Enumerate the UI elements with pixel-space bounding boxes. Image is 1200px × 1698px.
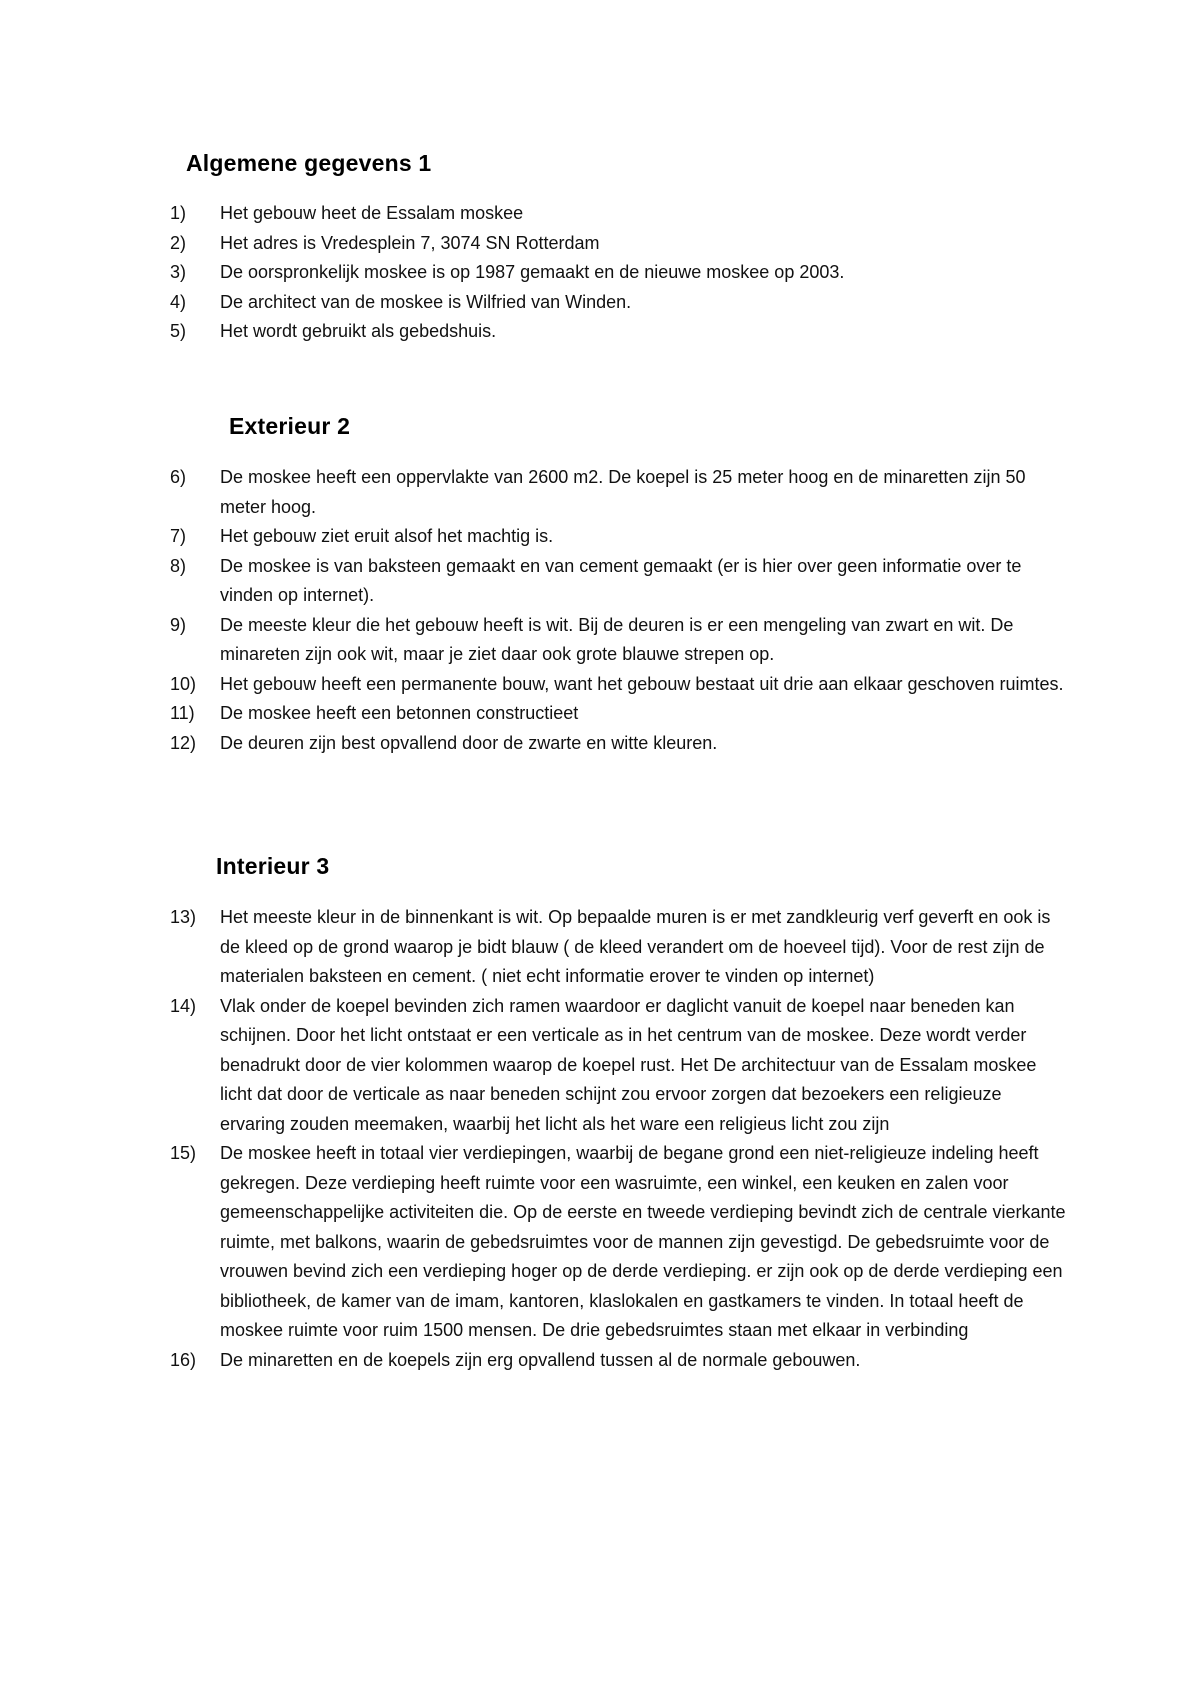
list-item xyxy=(170,903,1070,992)
item-list-exterieur xyxy=(170,463,1070,758)
item-number: 5) xyxy=(170,321,187,341)
section-heading-exterieur: Exterieur 2 xyxy=(229,413,351,439)
item-text: Het meeste kleur in de binnenkant is wit. Op bepaalde muren is er met zandkleurig verf geverft en ook is de kleed op de grond waarop je bidt blauw ( de kleed verandert om de hoeveel tijd). Voor de rest zijn de materialen baksteen en cement. ( niet echt informatie erover te vinden op internet) xyxy=(220,907,1051,986)
item-number: 14) xyxy=(170,995,197,1016)
item-text: De oorspronkelijk moskee is op 1987 gemaakt en de nieuwe moskee op 2003. xyxy=(220,262,845,282)
item-number: 7) xyxy=(170,526,187,546)
item-number: 2) xyxy=(170,232,187,253)
list-item xyxy=(170,670,1070,700)
item-text: Het gebouw heet de Essalam moskee xyxy=(220,203,524,223)
item-text: De moskee heeft een oppervlakte van 2600 m2. De koepel is 25 meter hoog en de minaretten zijn 50 meter hoog. xyxy=(220,467,1026,517)
section-heading-algemene-gegevens: Algemene gegevens 1 xyxy=(186,150,432,176)
list-item xyxy=(170,288,1070,318)
item-text: Het wordt gebruikt als gebedshuis. xyxy=(220,321,497,341)
item-number: 6) xyxy=(170,467,187,487)
list-item xyxy=(170,199,1070,229)
item-text: Vlak onder de koepel bevinden zich ramen waardoor er daglicht vanuit de koepel naar beneden kan schijnen. Door het licht ontstaat er een verticale as in het centrum van de moskee. Deze wordt verder benadrukt door de vier kolommen waarop de koepel rust. Het De architectuur van de Essalam moskee licht dat door de verticale as naar beneden schijnt zou ervoor zorgen dat bezoekers een religieuze ervaring zouden meemaken, waarbij het licht als het ware een religieus licht zou zijn xyxy=(220,995,1037,1134)
item-text: Het gebouw ziet eruit alsof het machtig is. xyxy=(220,526,554,546)
item-text: De architect van de moskee is Wilfried van Winden. xyxy=(220,291,632,312)
list-item xyxy=(170,611,1070,670)
item-number: 16) xyxy=(170,1349,197,1370)
item-number: 1) xyxy=(170,203,187,223)
item-number: 9) xyxy=(170,614,187,635)
item-text: De deuren zijn best opvallend door de zwarte en witte kleuren. xyxy=(220,732,718,753)
item-list-interieur xyxy=(170,903,1070,1375)
item-number: 8) xyxy=(170,555,187,576)
item-number: 3) xyxy=(170,262,187,282)
item-text: Het adres is Vredesplein 7, 3074 SN Rotterdam xyxy=(220,232,600,253)
item-number: 13) xyxy=(170,907,197,927)
section-heading-interieur: Interieur 3 xyxy=(216,853,330,879)
list-item xyxy=(170,992,1070,1140)
list-item xyxy=(170,552,1070,611)
item-number: 15) xyxy=(170,1143,197,1163)
item-text: De moskee heeft een betonnen constructieet xyxy=(220,703,579,723)
item-text: De meeste kleur die het gebouw heeft is wit. Bij de deuren is er een mengeling van zwart en wit. De minareten zijn ook wit, maar je ziet daar ook grote blauwe strepen op. xyxy=(220,614,1014,664)
list-item xyxy=(170,317,1070,347)
list-item xyxy=(170,522,1070,552)
list-item xyxy=(170,729,1070,759)
item-text: De moskee heeft in totaal vier verdiepingen, waarbij de begane grond een niet-religieuze indeling heeft gekregen. Deze verdieping heeft ruimte voor een wasruimte, een winkel, een keuken en zalen voor gemeenschappelijke activiteiten die. Op de eerste en tweede verdieping bevindt zich de centrale vierkante ruimte, met balkons, waarin de gebedsruimtes voor de mannen zijn gevestigd. De gebedsruimte voor de vrouwen bevind zich een verdieping hoger op de derde verdieping. er zijn ook op de derde verdieping een bibliotheek, de kamer van de imam, kantoren, klaslokalen en gastkamers te vinden. In totaal heeft de moskee ruimte voor ruim 1500 mensen. De drie gebedsruimtes staan met elkaar in verbinding xyxy=(220,1143,1066,1340)
list-item xyxy=(170,229,1070,259)
item-text: De minaretten en de koepels zijn erg opvallend tussen al de normale gebouwen. xyxy=(220,1349,861,1370)
item-text: Het gebouw heeft een permanente bouw, want het gebouw bestaat uit drie aan elkaar geschoven ruimtes. xyxy=(220,673,1064,694)
list-item xyxy=(170,1139,1070,1346)
list-item xyxy=(170,463,1070,522)
item-text: De moskee is van baksteen gemaakt en van cement gemaakt (er is hier over geen informatie over te vinden op internet). xyxy=(220,555,1022,605)
list-item xyxy=(170,699,1070,729)
item-list-algemene-gegevens xyxy=(170,199,1070,347)
item-number: 12) xyxy=(170,732,197,753)
item-number: 11) xyxy=(170,703,195,723)
item-number: 10) xyxy=(170,673,197,694)
list-item xyxy=(170,258,1070,288)
item-number: 4) xyxy=(170,291,187,312)
list-item xyxy=(170,1346,1070,1376)
